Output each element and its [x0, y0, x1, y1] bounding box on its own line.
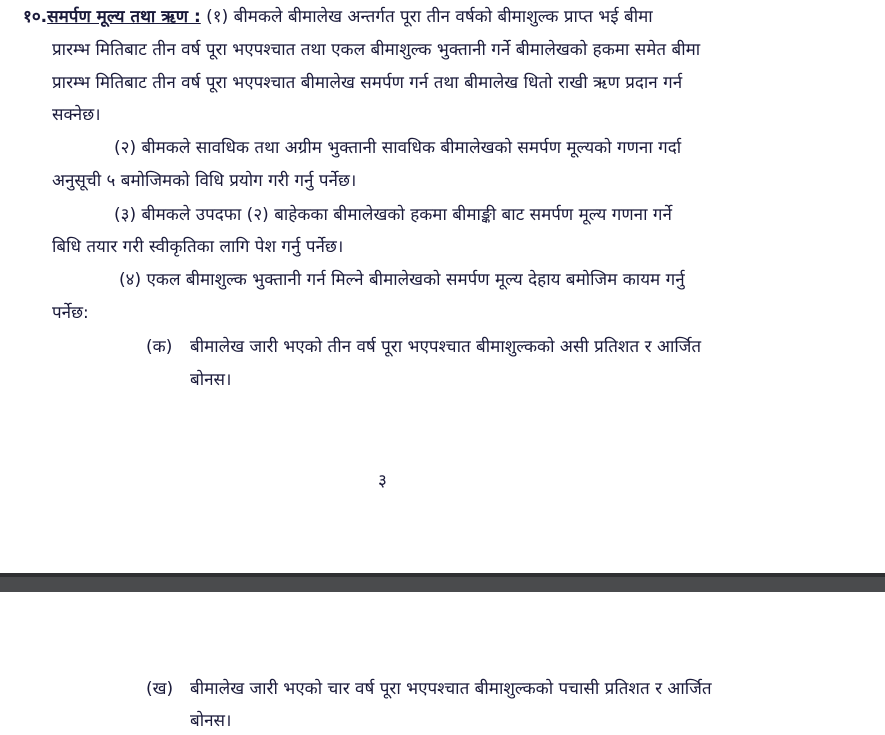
list-item-marker-ka: (क) [146, 337, 173, 357]
list-item-marker-kha: (ख) [146, 679, 174, 699]
list-item-ka-line-1: बीमालेख जारी भएको तीन वर्ष पूरा भएपश्चात बीमाशुल्कको असी प्रतिशत र आर्जित [190, 337, 702, 357]
clause-3-line-1: (३) बीमकले उपदफा (२) बाहेकका बीमालेखको हकमा बीमाङ्की बाट समर्पण मूल्य गणना गर्ने [114, 205, 672, 225]
clause-1-line-2: प्रारम्भ मितिबाट तीन वर्ष पूरा भएपश्चात तथा एकल बीमाशुल्क भुक्तानी गर्ने बीमालेखको हकमा समेत बीमा [52, 40, 701, 60]
clause-4-line-1: (४) एकल बीमाशुल्क भुक्तानी गर्न मिल्ने बीमालेखको समर्पण मूल्य देहाय बमोजिम कायम गर्नु [119, 270, 685, 290]
list-item-ka-line-2: बोनस। [190, 370, 232, 390]
clause-1-line-4: सक्नेछ। [52, 105, 101, 125]
clause-4-line-2: पर्नेछ: [52, 303, 89, 323]
next-document-page [0, 592, 885, 735]
section-number: १०. [23, 7, 48, 27]
page-number: ३ [378, 471, 387, 491]
clause-1-line-3: प्रारम्भ मितिबाट तीन वर्ष पूरा भएपश्चात बीमालेख समर्पण गर्न तथा बीमालेख धितो राखी ऋण प्रदान गर्न [52, 73, 683, 93]
clause-2-line-2: अनुसूची ५ बमोजिमको विधि प्रयोग गरी गर्नु पर्नेछ। [52, 171, 357, 191]
clause-2-line-1: (२) बीमकले सावधिक तथा अग्रीम भुक्तानी सावधिक बीमालेखको समर्पण मूल्यको गणना गर्दा [114, 138, 682, 158]
section-heading-line [23, 5, 653, 29]
list-item-kha-line-2: बोनस। [190, 711, 232, 731]
clause-1-text: (१) बीमकले बीमालेख अन्तर्गत पूरा तीन वर्षको बीमाशुल्क प्राप्त भई बीमा [200, 7, 653, 27]
list-item-kha-line-1: बीमालेख जारी भएको चार वर्ष पूरा भएपश्चात बीमाशुल्कको पचासी प्रतिशत र आर्जित [190, 679, 712, 699]
section-title: समर्पण मूल्य तथा ऋण : [47, 7, 201, 27]
page-separator [0, 573, 885, 592]
clause-3-line-2: बिधि तयार गरी स्वीकृतिका लागि पेश गर्नु पर्नेछ। [52, 237, 344, 257]
